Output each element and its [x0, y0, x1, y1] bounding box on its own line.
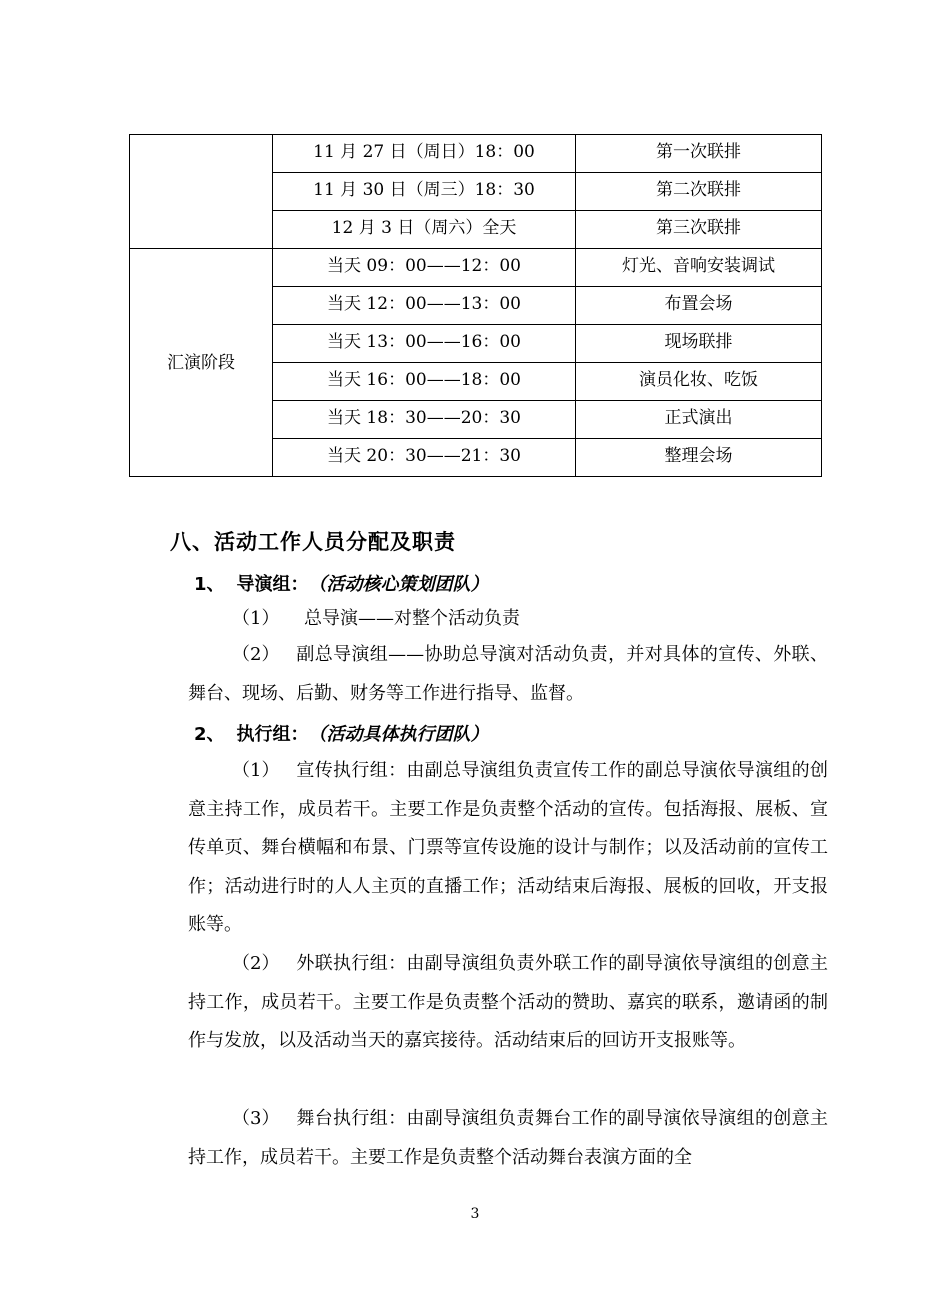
task-cell: 正式演出	[576, 401, 822, 439]
task-cell: 灯光、音响安装调试	[576, 249, 822, 287]
item-index: （2）	[232, 953, 280, 974]
item-text: 总导演——对整个活动负责	[304, 608, 520, 629]
group-note: （活动核心策划团队）	[308, 574, 489, 595]
task-cell: 第三次联排	[576, 211, 822, 249]
task-cell: 第一次联排	[576, 135, 822, 173]
schedule-table	[129, 134, 822, 477]
item-text: 外联执行组：由副导演组负责外联工作的副导演依导演组的创意主持工作，成员若干。主要工作是负责整个活动的赞助、嘉宾的联系，邀请函的制作与发放，以及活动当天的嘉宾接待。活动结束后的回访开支报账等。	[188, 953, 828, 1051]
task-cell: 现场联排	[576, 325, 822, 363]
list-item	[188, 752, 828, 945]
time-cell: 当天 13：00——16：00	[273, 325, 576, 363]
group-name: 导演组：	[236, 574, 309, 595]
task-cell: 第二次联排	[576, 173, 822, 211]
time-cell: 11 月 27 日（周日）18：00	[273, 135, 576, 173]
item-text: 副总导演组——协助总导演对活动负责，并对具体的宣传、外联、舞台、现场、后勤、财务等工作进行指导、监督。	[188, 644, 828, 704]
time-cell: 12 月 3 日（周六）全天	[273, 211, 576, 249]
table-row	[130, 135, 822, 173]
time-cell: 当天 20：30——21：30	[273, 439, 576, 477]
group-note: （活动具体执行团队）	[308, 724, 489, 745]
time-cell: 当天 09：00——12：00	[273, 249, 576, 287]
list-item	[188, 1100, 828, 1177]
time-cell: 11 月 30 日（周三）18：30	[273, 173, 576, 211]
group-name: 执行组：	[236, 724, 309, 745]
item-index: （2）	[232, 644, 280, 665]
group-heading-director	[194, 570, 489, 596]
item-index: （1）	[232, 760, 280, 781]
group-number: 2、	[194, 724, 225, 745]
task-cell: 布置会场	[576, 287, 822, 325]
time-cell: 当天 18：30——20：30	[273, 401, 576, 439]
item-text: 舞台执行组：由副导演组负责舞台工作的副导演依导演组的创意主持工作，成员若干。主要工作是负责整个活动舞台表演方面的全	[188, 1108, 828, 1168]
phase-cell	[130, 135, 273, 249]
table-row	[130, 249, 822, 287]
list-item	[188, 945, 828, 1061]
task-cell: 演员化妆、吃饭	[576, 363, 822, 401]
time-cell: 当天 12：00——13：00	[273, 287, 576, 325]
item-text: 宣传执行组：由副总导演组负责宣传工作的副总导演依导演组的创意主持工作，成员若干。主要工作是负责整个活动的宣传。包括海报、展板、宣传单页、舞台横幅和布景、门票等宣传设施的设计与制作；以及活动前的宣传工作；活动进行时的人人主页的直播工作；活动结束后海报、展板的回收，开支报账等。	[188, 760, 828, 935]
group-heading-execution	[194, 720, 489, 746]
item-index: （3）	[232, 1108, 280, 1129]
item-index: （1）	[232, 608, 280, 629]
section-heading: 八、活动工作人员分配及职责	[170, 530, 456, 554]
list-item	[232, 604, 520, 630]
time-cell: 当天 16：00——18：00	[273, 363, 576, 401]
phase-cell: 汇演阶段	[130, 249, 273, 477]
task-cell: 整理会场	[576, 439, 822, 477]
page-number: 3	[470, 1206, 480, 1222]
group-number: 1、	[194, 574, 225, 595]
list-item	[188, 636, 828, 713]
